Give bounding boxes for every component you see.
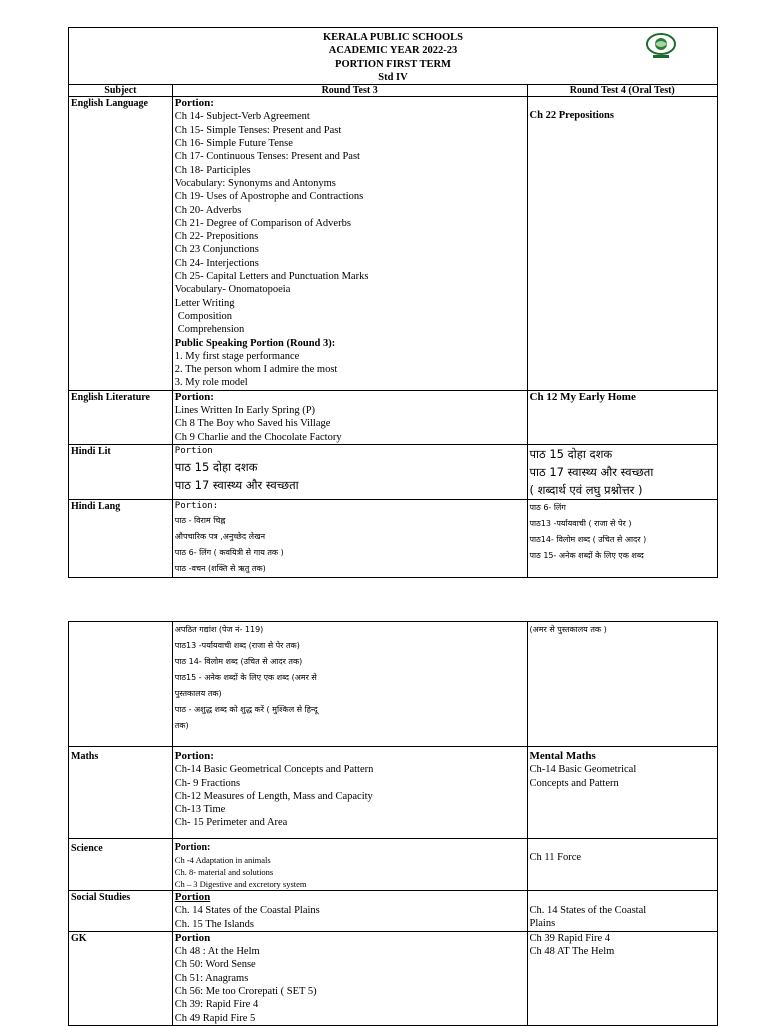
school-logo-icon: [645, 32, 677, 64]
speaking-label: Public Speaking Portion (Round 3):: [174, 337, 336, 349]
row-english-language: [69, 97, 718, 391]
portion-label: Portion: [174, 931, 211, 944]
subject-cell: Hindi Lit: [69, 444, 173, 499]
round4-cell: [527, 499, 717, 577]
list-item: Lines Written In Early Spring (P): [174, 405, 316, 417]
portion-label: Portion:: [174, 842, 211, 853]
list-item: Ch-14 Basic Geometrical Concepts and Pattern: [174, 764, 374, 776]
round3-cell: [172, 97, 527, 391]
list-item: पाठ 6- लिंग: [529, 502, 566, 512]
list-item: Plains: [529, 918, 556, 930]
list-item: Ch. 15 The Islands: [174, 918, 254, 930]
list-item: 3. My role model: [174, 377, 248, 389]
list-item: पाठ 17 स्वास्थ्य और स्वच्छता: [529, 464, 654, 479]
list-item: Comprehension: [177, 324, 245, 336]
std-label: Std IV: [378, 71, 408, 83]
list-item: Ch 19- Uses of Apostrophe and Contractions: [174, 191, 364, 203]
round3-cell: [172, 499, 527, 577]
list-item: पाठ 15 दोहा दशक: [174, 459, 258, 474]
list-item: पाठ15 - अनेक शब्दों के लिए एक शब्द (अमर से: [174, 673, 317, 682]
list-item: पाठ13 -पर्यायवाची शब्द (राजा से पेर तक): [174, 641, 300, 650]
list-item: पाठ 15- अनेक शब्दों के लिए एक शब्द: [529, 550, 644, 560]
portion-label: Portion:: [174, 500, 219, 511]
subject-cell: GK: [69, 931, 173, 1025]
list-item: पाठ - अशुद्ध शब्द को शुद्ध करें ( मुश्किल से हिन्दू: [174, 705, 318, 714]
portion-table-page-1: [68, 27, 718, 578]
list-item: Ch 49 Rapid Fire 5: [174, 1012, 256, 1024]
round4-cell: [527, 444, 717, 499]
list-item: Ch 14- Subject-Verb Agreement: [174, 111, 310, 123]
list-item: पाठ 17 स्वास्थ्य और स्वच्छता: [174, 477, 299, 492]
list-item: Ch 24- Interjections: [174, 257, 259, 269]
row-hindi-lang-continued: [69, 622, 718, 747]
col-round3-header: Round Test 3: [172, 85, 527, 97]
list-item: Ch 48 AT The Helm: [529, 946, 615, 958]
list-item: Ch 48 : At the Helm: [174, 946, 260, 958]
list-item: Ch 16- Simple Future Tense: [174, 138, 293, 150]
list-item: Ch 39 Rapid Fire 4: [529, 932, 611, 944]
subject-cell: [69, 622, 173, 747]
list-item: पाठ 14- विलोम शब्द (उचित से आदर तक): [174, 657, 303, 666]
list-item: पाठ - विराम चिह्न: [174, 515, 226, 525]
round4-cell: [527, 747, 717, 839]
portion-table-page-2: [68, 621, 718, 1026]
portion-label: Portion: [174, 445, 213, 456]
portion-label: Portion:: [174, 750, 214, 762]
round4-cell: Ch 11 Force: [527, 839, 717, 891]
list-item: Ch-12 Measures of Length, Mass and Capacity: [174, 790, 373, 802]
list-item: Ch 56: Me too Crorepati ( SET 5): [174, 986, 317, 998]
row-science: [69, 839, 718, 891]
school-name: KERALA PUBLIC SCHOOLS: [322, 32, 464, 43]
list-item: पुस्तकालय तक): [174, 689, 222, 698]
list-item: Ch. 14 States of the Coastal Plains: [174, 905, 320, 917]
round3-cell: [172, 622, 527, 747]
list-item: Ch 8 The Boy who Saved his Village: [174, 418, 331, 430]
list-item: Ch- 15 Perimeter and Area: [174, 817, 288, 829]
list-item: Ch – 3 Digestive and excretory system: [174, 879, 307, 889]
round3-cell: [172, 390, 527, 444]
list-item: Ch. 8- material and solutions: [174, 867, 274, 877]
portion-label: Portion:: [174, 97, 214, 110]
row-maths: [69, 747, 718, 839]
list-item: Ch -4 Adaptation in animals: [174, 855, 271, 865]
list-item: Ch 17- Continuous Tenses: Present and Past: [174, 151, 360, 163]
col-round4-header: Round Test 4 (Oral Test): [527, 85, 717, 97]
list-item: पाठ 15 दोहा दशक: [529, 446, 613, 461]
list-item: (अमर से पुस्तकालय तक ): [529, 625, 607, 634]
list-item: 1. My first stage performance: [174, 350, 300, 362]
portion-term: PORTION FIRST TERM: [335, 58, 451, 70]
row-social-studies: [69, 891, 718, 932]
round3-cell: [172, 839, 527, 891]
subject-cell: English Language: [69, 97, 173, 391]
row-english-literature: [69, 390, 718, 444]
list-item: Composition: [177, 310, 233, 322]
round4-cell: [527, 622, 717, 747]
round4-cell: Ch 22 Prepositions: [527, 97, 717, 391]
list-item: Ch- 9 Fractions: [174, 777, 241, 789]
document-header: [69, 28, 718, 85]
list-item: पाठ14- विलोम शब्द ( उचित से आदर ): [529, 534, 647, 544]
list-item: Ch 21- Degree of Comparison of Adverbs: [174, 217, 351, 229]
round3-cell: [172, 444, 527, 499]
list-item: औपचारिक पत्र ,अनुच्छेद लेखन: [174, 531, 266, 541]
column-header-row: [69, 85, 718, 97]
list-item: पाठ 6- लिंग ( कवयित्री से गाय तक ): [174, 547, 284, 557]
list-item: पाठ -वचन (शक्ति से ऋतु तक): [174, 563, 266, 573]
list-item: Ch 15- Simple Tenses: Present and Past: [174, 124, 342, 136]
list-item: Ch-13 Time: [174, 804, 226, 816]
round4-cell: [527, 891, 717, 932]
list-item: तक): [174, 721, 189, 730]
list-item: अपठित गद्यांश (पेज नं- 119): [174, 625, 264, 634]
academic-year: ACADEMIC YEAR 2022-23: [328, 45, 458, 57]
list-item: Vocabulary- Onomatopoeia: [174, 284, 291, 296]
row-hindi-lit: [69, 444, 718, 499]
list-item: 2. The person whom I admire the most: [174, 364, 338, 376]
list-item: Ch 20- Adverbs: [174, 204, 242, 216]
list-item: Ch 50: Word Sense: [174, 959, 256, 971]
row-hindi-lang: [69, 499, 718, 577]
subject-cell: English Literature: [69, 390, 173, 444]
list-item: पाठ13 -पर्यायवाची ( राजा से पेर ): [529, 518, 632, 528]
list-item: Ch 51: Anagrams: [174, 972, 249, 984]
oral-label: Mental Maths: [529, 750, 596, 762]
list-item: Ch 23 Conjunctions: [174, 244, 259, 256]
list-item: Vocabulary: Synonyms and Antonyms: [174, 177, 336, 189]
list-item: Ch 22- Prepositions: [174, 231, 259, 243]
subject-cell: Social Studies: [69, 891, 173, 932]
list-item: Concepts and Pattern: [529, 777, 619, 789]
subject-cell: Hindi Lang: [69, 499, 173, 577]
portion-label: Portion:: [174, 390, 214, 403]
title-row: [69, 28, 718, 85]
list-item: Letter Writing: [174, 297, 235, 309]
portion-label: Portion: [174, 891, 211, 903]
list-item: Ch 25- Capital Letters and Punctuation Marks: [174, 271, 369, 283]
list-item: ( शब्दार्थ एवं लघु प्रश्नोत्तर ): [529, 482, 643, 497]
col-subject-header: Subject: [69, 85, 173, 97]
list-item: Ch. 14 States of the Coastal: [529, 905, 647, 916]
round3-cell: [172, 747, 527, 839]
round4-cell: Ch 12 My Early Home: [527, 390, 717, 444]
list-item: Ch-14 Basic Geometrical: [529, 764, 637, 776]
list-item: Ch 39: Rapid Fire 4: [174, 999, 259, 1011]
round4-cell: [527, 931, 717, 1025]
subject-cell: Science: [69, 839, 173, 891]
list-item: Ch 18- Participles: [174, 164, 251, 176]
round3-cell: [172, 931, 527, 1025]
subject-cell: Maths: [69, 747, 173, 839]
round3-cell: [172, 891, 527, 932]
list-item: Ch 9 Charlie and the Chocolate Factory: [174, 431, 342, 443]
row-gk: [69, 931, 718, 1025]
